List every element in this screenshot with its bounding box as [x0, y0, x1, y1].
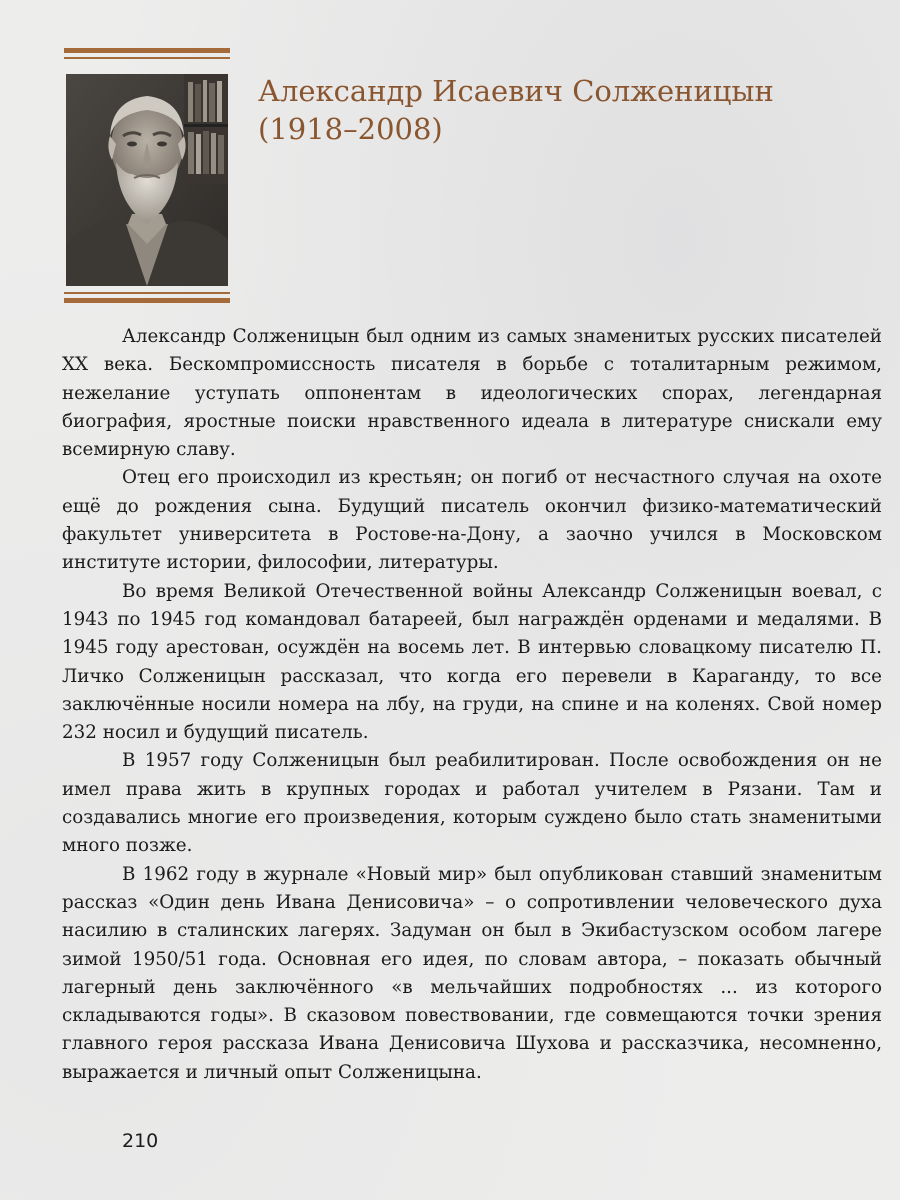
- paragraph: Отец его происходил из крестьян; он погиб от несчастного случая на охоте ещё до рождения сына. Будущий писатель окончил физико-математический факультет университета в Ростове-на-Дону, а заочно учился в Московском институте истории, философии, литературы.: [62, 467, 882, 574]
- author-name: Александр Исаевич Солженицын: [258, 74, 774, 108]
- decorative-rule: [64, 292, 230, 294]
- author-heading: [258, 72, 878, 148]
- author-portrait: [66, 74, 228, 286]
- decorative-rule: [64, 57, 230, 59]
- biography-text: [62, 323, 882, 1087]
- paragraph: В 1957 году Солженицын был реабилитирован. После освобождения он не имел права жить в крупных городах и работал учителем в Рязани. Там и создавались многие его произведения, которым суждено было стать знаменитыми много позже.: [62, 750, 882, 857]
- decorative-rule: [64, 48, 230, 53]
- decorative-rule: [64, 298, 230, 303]
- paragraph: Во время Великой Отечественной войны Александр Солженицын воевал, с 1943 по 1945 год командовал батареей, был награждён орденами и медалями. В 1945 году арестован, осуждён на восемь лет. В интервью словацкому писателю П. Личко Солженицын рассказал, что когда его перевели в Караганду, то все заключённые носили номера на лбу, на груди, на спине и на коленях. Свой номер 232 носил и будущий писатель.: [62, 580, 882, 744]
- portrait-frame: [64, 48, 230, 306]
- paragraph: Александр Солженицын был одним из самых знаменитых русских писателей XX века. Бескомпромиссность писателя в борьбе с тоталитарным режимом, нежелание уступать оппонентам в идеологических спорах, легендарная биография, яростные поиски нравственного идеала в литературе снискали ему всемирную славу.: [62, 326, 882, 461]
- paragraph: В 1962 году в журнале «Новый мир» был опубликован ставший знаменитым рассказ «Один день Ивана Денисовича» – о сопротивлении человеческого духа насилию в сталинских лагерях. Задуман он был в Экибастузском особом лагере зимой 1950/51 года. Основная его идея, по словам автора, – показать обычный лагерный день заключённого «в мельчайших подробностях ... из которого складываются годы». В сказовом повествовании, где совмещаются точки зрения главного героя рассказа Ивана Денисовича Шухова и рассказчика, несомненно, выражается и личный опыт Солженицына.: [62, 863, 882, 1083]
- page-number: 210: [122, 1130, 159, 1152]
- author-years: (1918–2008): [258, 112, 443, 146]
